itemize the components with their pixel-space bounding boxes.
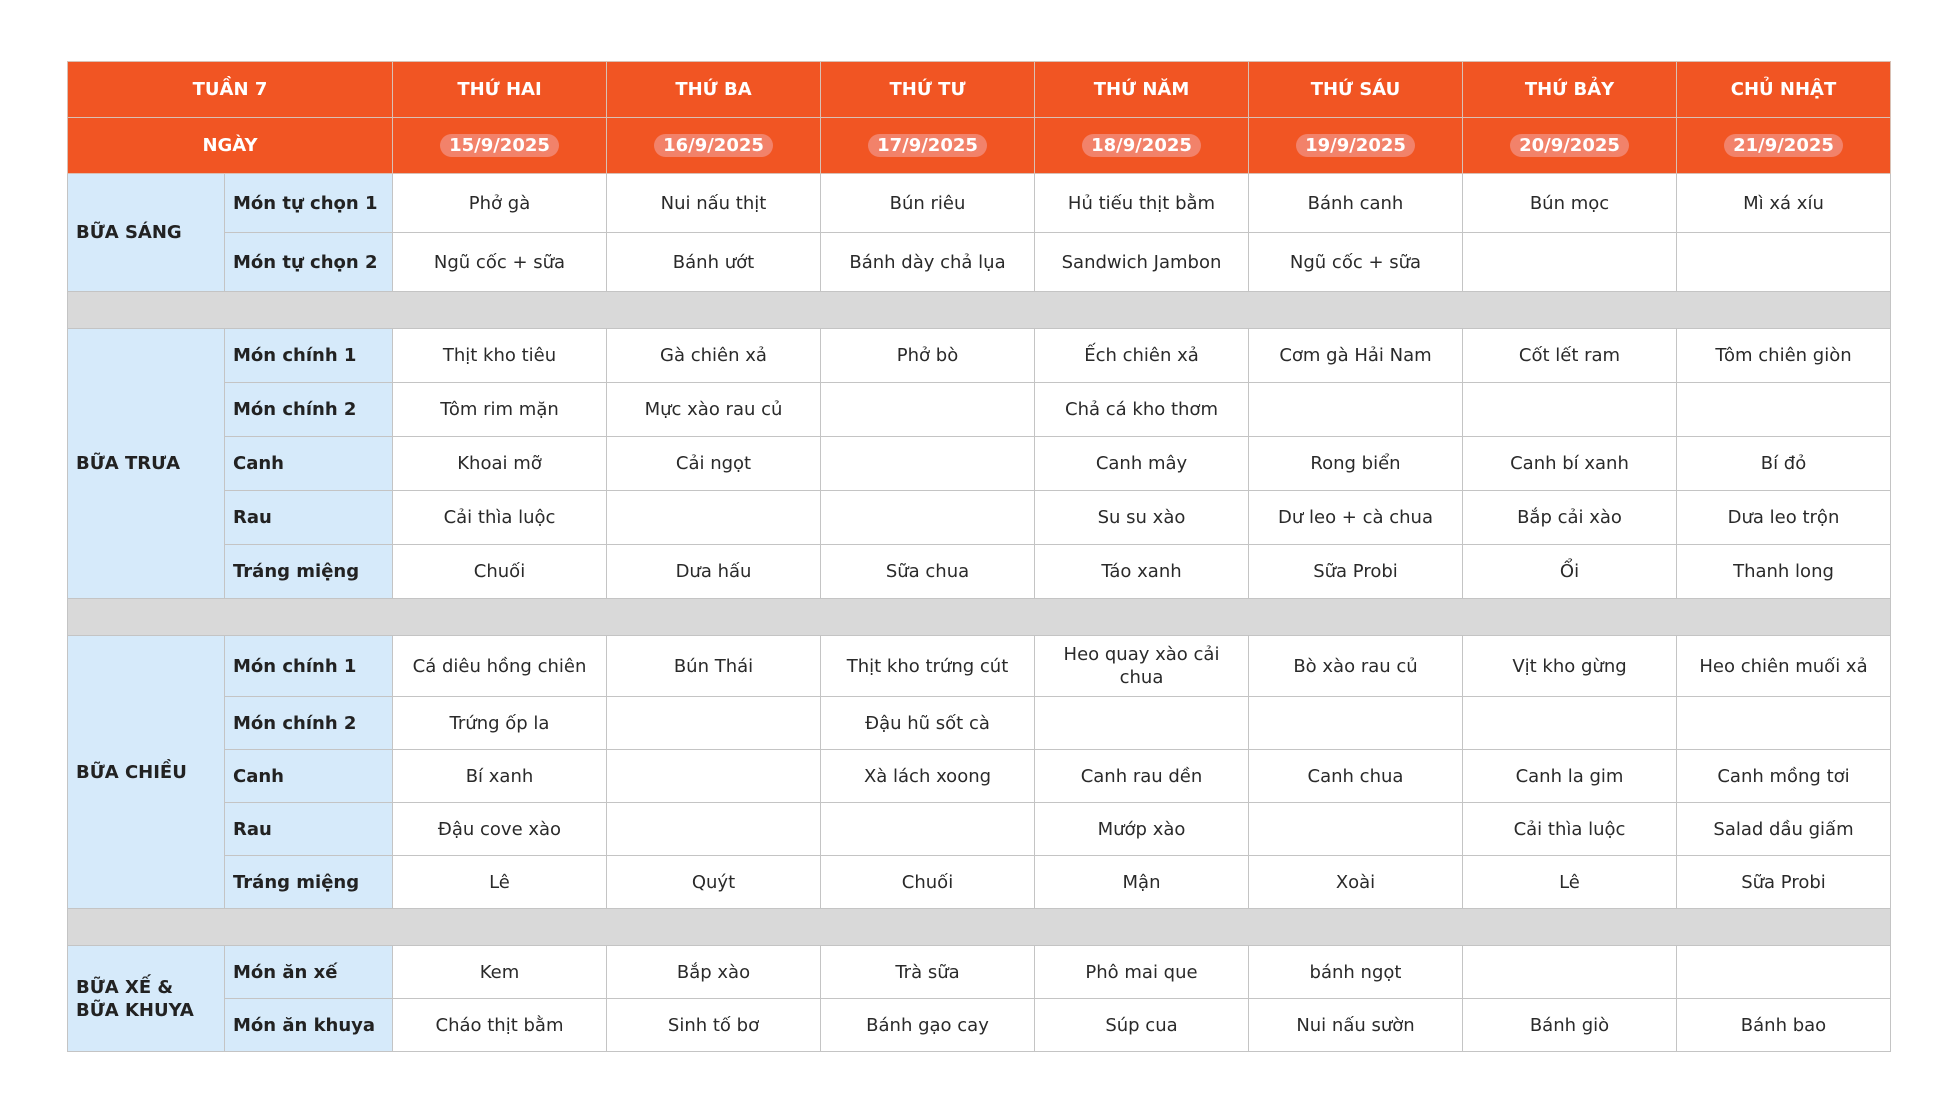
- dish-cell: Mì xá xíu: [1677, 174, 1891, 233]
- dish-cell: Thanh long: [1677, 545, 1891, 599]
- dish-cell: Tôm chiên giòn: [1677, 329, 1891, 383]
- separator-cell: [68, 909, 1891, 946]
- dish-cell: Heo chiên muối xả: [1677, 636, 1891, 697]
- dish-cell: [607, 697, 821, 750]
- table-row: [68, 233, 1891, 292]
- dish-cell: Bún riêu: [821, 174, 1035, 233]
- dish-cell: Ngũ cốc + sữa: [1249, 233, 1463, 292]
- dish-cell: Ngũ cốc + sữa: [393, 233, 607, 292]
- dish-cell: Thịt kho trứng cút: [821, 636, 1035, 697]
- date-cell-fri: [1249, 118, 1463, 174]
- meal-lunch: [68, 329, 225, 599]
- dish-category-label: Món chính 2: [225, 697, 393, 750]
- dish-category-label: Món chính 1: [225, 329, 393, 383]
- dish-cell: Sữa chua: [821, 545, 1035, 599]
- dish-cell: Bắp xào: [607, 946, 821, 999]
- dish-cell: Hủ tiếu thịt bằm: [1035, 174, 1249, 233]
- meal-name-line: BỮA XẾ &: [76, 976, 174, 998]
- table-row: [68, 174, 1891, 233]
- dish-cell: Chả cá kho thơm: [1035, 383, 1249, 437]
- dish-category-label: Món tự chọn 2: [225, 233, 393, 292]
- dish-cell: Canh mồng tơi: [1677, 750, 1891, 803]
- dish-category-label: Món tự chọn 1: [225, 174, 393, 233]
- dish-category-label: Canh: [225, 437, 393, 491]
- dish-cell: Mực xào rau củ: [607, 383, 821, 437]
- dish-cell: [821, 437, 1035, 491]
- day-name-mon: THỨ HAI: [393, 62, 607, 118]
- day-name-sat: THỨ BẢY: [1463, 62, 1677, 118]
- meal-breakfast: [68, 174, 225, 292]
- dish-cell: Bánh ướt: [607, 233, 821, 292]
- dish-cell: Bò xào rau củ: [1249, 636, 1463, 697]
- section-separator: [68, 909, 1891, 946]
- dish-cell: Dư leo + cà chua: [1249, 491, 1463, 545]
- dish-cell: [1249, 383, 1463, 437]
- dish-cell: Xoài: [1249, 856, 1463, 909]
- meal-name-line: BỮA SÁNG: [76, 222, 182, 243]
- dish-cell: bánh ngọt: [1249, 946, 1463, 999]
- dish-cell: Khoai mỡ: [393, 437, 607, 491]
- dish-cell: [1035, 697, 1249, 750]
- dish-cell: Bắp cải xào: [1463, 491, 1677, 545]
- dish-cell: Phô mai que: [1035, 946, 1249, 999]
- date-pill: 15/9/2025: [440, 134, 559, 157]
- table-row: [68, 697, 1891, 750]
- dish-cell: [1463, 697, 1677, 750]
- date-cell-tue: [607, 118, 821, 174]
- dish-cell: Tôm rim mặn: [393, 383, 607, 437]
- dish-cell: Thịt kho tiêu: [393, 329, 607, 383]
- dish-category-label: Rau: [225, 491, 393, 545]
- dish-cell: Mướp xào: [1035, 803, 1249, 856]
- meal-snack-late: [68, 946, 225, 1052]
- dish-cell: Kem: [393, 946, 607, 999]
- dish-cell: Heo quay xào cải chua: [1035, 636, 1249, 697]
- date-cell-wed: [821, 118, 1035, 174]
- dish-cell: Bánh dày chả lụa: [821, 233, 1035, 292]
- table-row: [68, 750, 1891, 803]
- day-name-sun: CHỦ NHẬT: [1677, 62, 1891, 118]
- dish-cell: Ếch chiên xả: [1035, 329, 1249, 383]
- date-pill: 21/9/2025: [1724, 134, 1843, 157]
- dish-cell: Phở bò: [821, 329, 1035, 383]
- dish-cell: Bún mọc: [1463, 174, 1677, 233]
- date-pill: 18/9/2025: [1082, 134, 1201, 157]
- dish-cell: [1463, 233, 1677, 292]
- dish-cell: Cơm gà Hải Nam: [1249, 329, 1463, 383]
- separator-cell: [68, 599, 1891, 636]
- dish-cell: Lê: [1463, 856, 1677, 909]
- dish-cell: Chuối: [393, 545, 607, 599]
- table-row: [68, 437, 1891, 491]
- dish-category-label: Món chính 1: [225, 636, 393, 697]
- separator-cell: [68, 292, 1891, 329]
- dish-cell: Nui nấu sườn: [1249, 999, 1463, 1052]
- dish-cell: Canh mây: [1035, 437, 1249, 491]
- dish-cell: Đậu hũ sốt cà: [821, 697, 1035, 750]
- meal-name-line: BỮA TRƯA: [76, 453, 181, 474]
- dish-cell: Bánh gạo cay: [821, 999, 1035, 1052]
- dish-category-label: Tráng miệng: [225, 545, 393, 599]
- dish-category-label: Canh: [225, 750, 393, 803]
- dish-category-label: Món ăn xế: [225, 946, 393, 999]
- dish-cell: Chuối: [821, 856, 1035, 909]
- dish-cell: [1677, 383, 1891, 437]
- dish-cell: Vịt kho gừng: [1463, 636, 1677, 697]
- table-row: [68, 856, 1891, 909]
- table-row: [68, 383, 1891, 437]
- dish-cell: Dưa leo trộn: [1677, 491, 1891, 545]
- dish-cell: Cháo thịt bằm: [393, 999, 607, 1052]
- dish-cell: Cải ngọt: [607, 437, 821, 491]
- dish-cell: Bánh bao: [1677, 999, 1891, 1052]
- dish-cell: Su su xào: [1035, 491, 1249, 545]
- table-row: [68, 803, 1891, 856]
- dish-cell: Ổi: [1463, 545, 1677, 599]
- day-name-fri: THỨ SÁU: [1249, 62, 1463, 118]
- dish-cell: [1249, 803, 1463, 856]
- table-row: [68, 329, 1891, 383]
- meal-dinner: [68, 636, 225, 909]
- date-cell-sun: [1677, 118, 1891, 174]
- dish-cell: Sữa Probi: [1249, 545, 1463, 599]
- table-row: [68, 999, 1891, 1052]
- day-name-wed: THỨ TƯ: [821, 62, 1035, 118]
- dish-cell: [1249, 697, 1463, 750]
- dish-category-label: Món chính 2: [225, 383, 393, 437]
- date-cell-mon: [393, 118, 607, 174]
- dish-cell: [1677, 946, 1891, 999]
- dish-cell: Rong biển: [1249, 437, 1463, 491]
- week-label: TUẦN 7: [68, 62, 393, 118]
- weekly-menu-table: [67, 61, 1891, 1052]
- date-cell-thu: [1035, 118, 1249, 174]
- header-row-dates: [68, 118, 1891, 174]
- dish-cell: [1463, 946, 1677, 999]
- dish-cell: Cốt lết ram: [1463, 329, 1677, 383]
- dish-cell: [1677, 233, 1891, 292]
- header-row-days: [68, 62, 1891, 118]
- dish-cell: [821, 803, 1035, 856]
- dish-cell: Bí xanh: [393, 750, 607, 803]
- dish-cell: Trà sữa: [821, 946, 1035, 999]
- dish-cell: [607, 750, 821, 803]
- dish-cell: Táo xanh: [1035, 545, 1249, 599]
- dish-cell: Xà lách xoong: [821, 750, 1035, 803]
- table-row: [68, 946, 1891, 999]
- date-pill: 20/9/2025: [1510, 134, 1629, 157]
- dish-cell: Mận: [1035, 856, 1249, 909]
- dish-cell: [607, 491, 821, 545]
- meal-name-line: BỮA KHUYA: [76, 999, 194, 1021]
- dish-cell: Bún Thái: [607, 636, 821, 697]
- dish-cell: Bí đỏ: [1677, 437, 1891, 491]
- dish-cell: Gà chiên xả: [607, 329, 821, 383]
- day-name-thu: THỨ NĂM: [1035, 62, 1249, 118]
- dish-cell: [1677, 697, 1891, 750]
- dish-cell: Quýt: [607, 856, 821, 909]
- dish-cell: Canh la gim: [1463, 750, 1677, 803]
- date-pill: 19/9/2025: [1296, 134, 1415, 157]
- dish-cell: Trứng ốp la: [393, 697, 607, 750]
- section-separator: [68, 599, 1891, 636]
- dish-cell: Salad dầu giấm: [1677, 803, 1891, 856]
- dish-cell: Dưa hấu: [607, 545, 821, 599]
- menu-table-body: [68, 62, 1891, 1052]
- date-cell-sat: [1463, 118, 1677, 174]
- dish-cell: Cải thìa luộc: [1463, 803, 1677, 856]
- dish-cell: Nui nấu thịt: [607, 174, 821, 233]
- dish-cell: Bánh canh: [1249, 174, 1463, 233]
- dish-cell: [821, 383, 1035, 437]
- dish-cell: Súp cua: [1035, 999, 1249, 1052]
- dish-cell: Lê: [393, 856, 607, 909]
- table-row: [68, 491, 1891, 545]
- dish-cell: Sandwich Jambon: [1035, 233, 1249, 292]
- dish-cell: [821, 491, 1035, 545]
- meal-name-line: BỮA CHIỀU: [76, 761, 187, 783]
- table-row: [68, 636, 1891, 697]
- dish-cell: Đậu cove xào: [393, 803, 607, 856]
- dish-cell: Cải thìa luộc: [393, 491, 607, 545]
- dish-cell: Canh chua: [1249, 750, 1463, 803]
- date-pill: 17/9/2025: [868, 134, 987, 157]
- date-label: NGÀY: [68, 118, 393, 174]
- dish-cell: Cá diêu hồng chiên: [393, 636, 607, 697]
- dish-cell: Phở gà: [393, 174, 607, 233]
- dish-cell: [607, 803, 821, 856]
- dish-category-label: Món ăn khuya: [225, 999, 393, 1052]
- day-name-tue: THỨ BA: [607, 62, 821, 118]
- date-pill: 16/9/2025: [654, 134, 773, 157]
- dish-category-label: Rau: [225, 803, 393, 856]
- dish-cell: Sữa Probi: [1677, 856, 1891, 909]
- section-separator: [68, 292, 1891, 329]
- dish-cell: Canh rau dền: [1035, 750, 1249, 803]
- dish-cell: Canh bí xanh: [1463, 437, 1677, 491]
- dish-cell: Sinh tố bơ: [607, 999, 821, 1052]
- dish-cell: [1463, 383, 1677, 437]
- dish-category-label: Tráng miệng: [225, 856, 393, 909]
- dish-cell: Bánh giò: [1463, 999, 1677, 1052]
- table-row: [68, 545, 1891, 599]
